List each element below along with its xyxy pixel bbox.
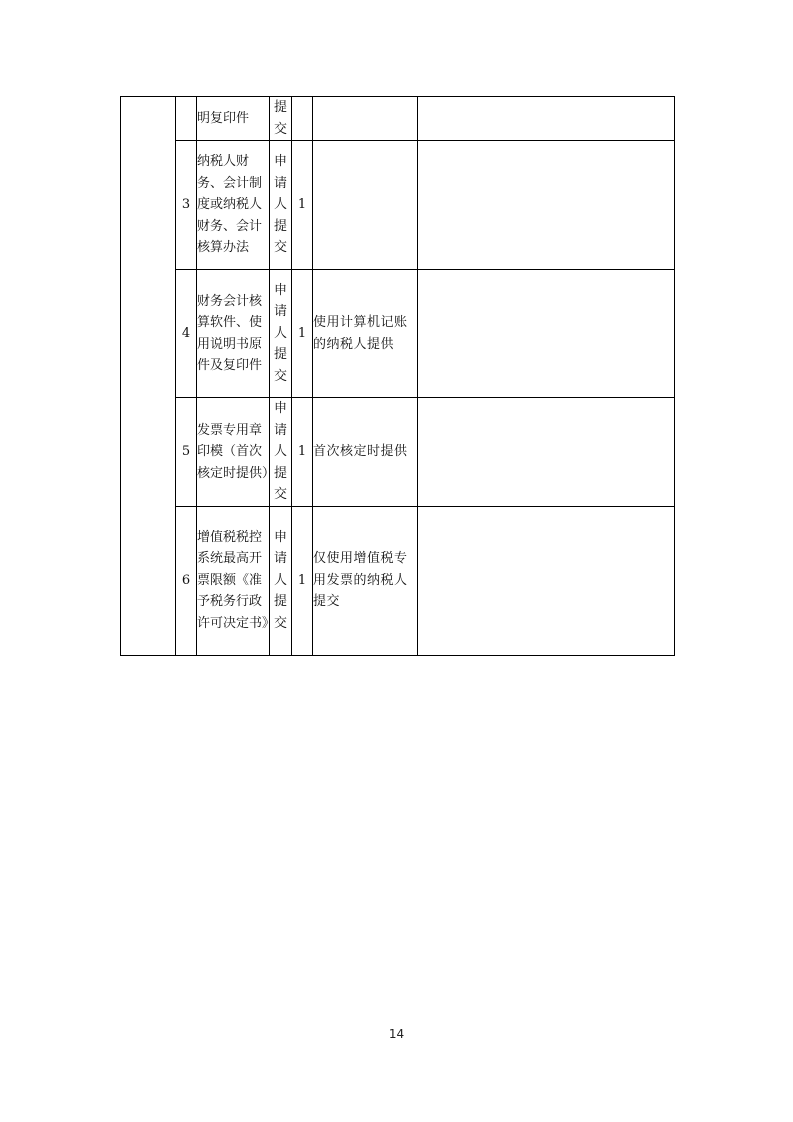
material-note: 仅使用增值税专用发票的纳税人提交: [313, 506, 418, 655]
material-name: 纳税人财务、会计制度或纳税人财务、会计核算办法: [197, 141, 270, 270]
material-note: 使用计算机记账的纳税人提供: [313, 270, 418, 398]
material-source: 提交: [270, 97, 292, 141]
material-quantity: [292, 97, 313, 141]
row-number: [176, 97, 197, 141]
material-quantity: 1: [292, 398, 313, 507]
material-quantity: 1: [292, 141, 313, 270]
table-row: [121, 270, 675, 398]
material-note: [313, 141, 418, 270]
table-row: [121, 506, 675, 655]
material-source: 申请人提交: [270, 141, 292, 270]
material-source: 申请人提交: [270, 398, 292, 507]
material-name: 财务会计核算软件、使用说明书原件及复印件: [197, 270, 270, 398]
page-number: 14: [388, 1027, 405, 1041]
merged-blank-cell: [121, 97, 176, 656]
material-note: 首次核定时提供: [313, 398, 418, 507]
material-quantity: 1: [292, 270, 313, 398]
empty-cell: [418, 398, 675, 507]
empty-cell: [418, 141, 675, 270]
empty-cell: [418, 270, 675, 398]
row-number: 5: [176, 398, 197, 507]
materials-table: [120, 96, 675, 656]
material-source: 申请人提交: [270, 506, 292, 655]
table-row: [121, 97, 675, 141]
material-source: 申请人提交: [270, 270, 292, 398]
row-number: 6: [176, 506, 197, 655]
material-name: 明复印件: [197, 97, 270, 141]
empty-cell: [418, 97, 675, 141]
material-name: 发票专用章印模（首次核定时提供）: [197, 398, 270, 507]
table-row: [121, 141, 675, 270]
table-row: [121, 398, 675, 507]
row-number: 3: [176, 141, 197, 270]
material-name: 增值税税控系统最高开票限额《准予税务行政许可决定书》: [197, 506, 270, 655]
empty-cell: [418, 506, 675, 655]
material-quantity: 1: [292, 506, 313, 655]
row-number: 4: [176, 270, 197, 398]
material-note: [313, 97, 418, 141]
